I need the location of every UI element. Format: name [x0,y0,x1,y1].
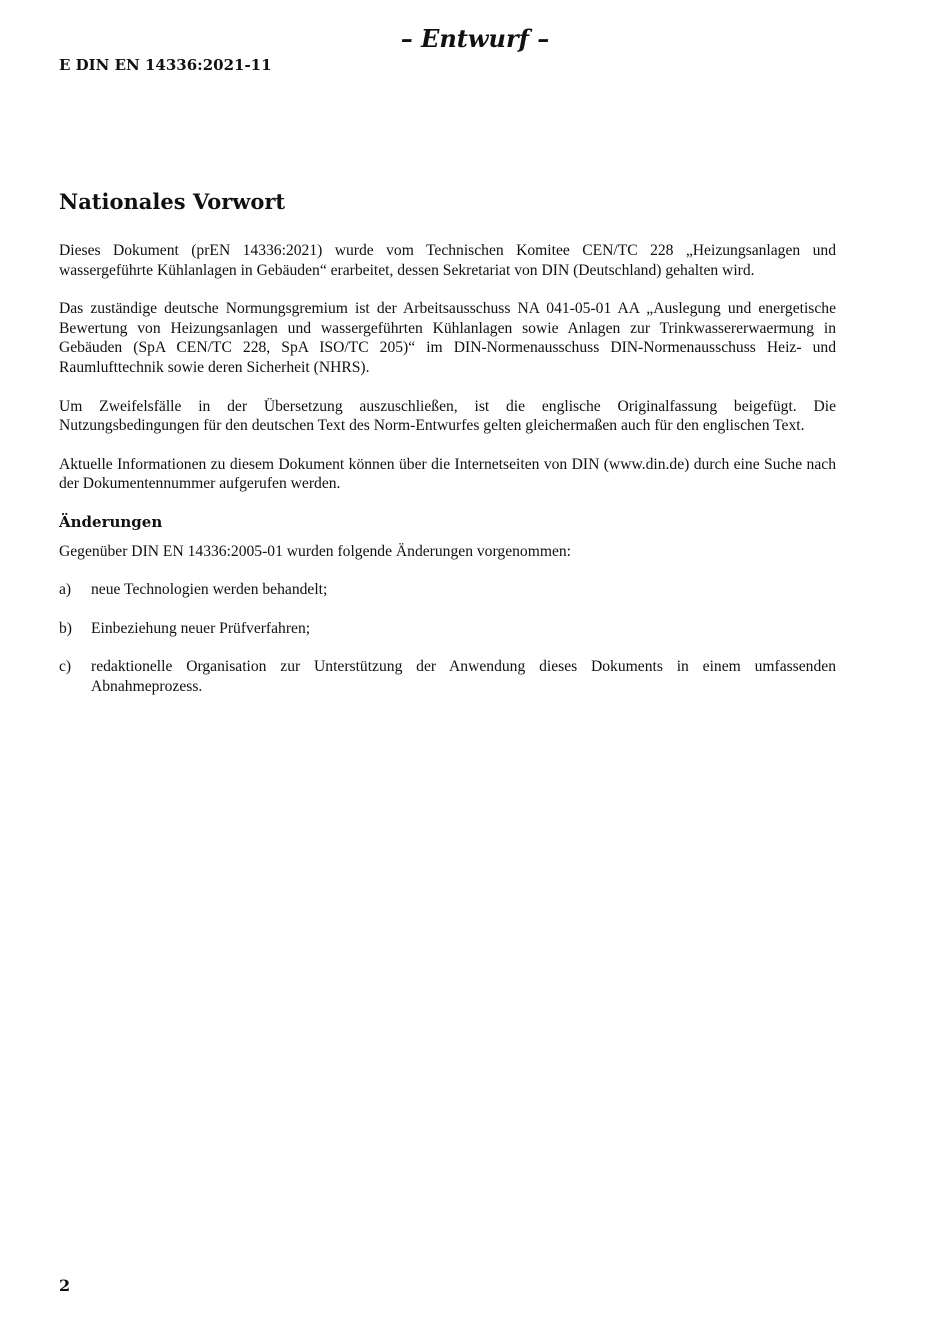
list-item-text: neue Technologien werden behandelt; [91,581,328,599]
main-content [59,188,836,716]
list-marker: a) [59,581,72,599]
list-item [59,619,836,639]
page-number: 2 [59,1276,71,1295]
list-item-text: redaktionelle Organisation zur Unterstützung der Anwendung dieses Dokuments in einem umfassenden Abnahmeprozess. [91,658,836,695]
list-item [59,657,836,696]
list-marker: c) [59,658,72,676]
document-id: E DIN EN 14336:2021-11 [59,56,272,74]
paragraph: Dieses Dokument (prEN 14336:2021) wurde vom Technischen Komitee CEN/TC 228 „Heizungsanlagen und wassergeführte Kühlanlagen in Gebäuden“ erarbeitet, dessen Sekretariat von DIN (Deutschland) gehalten wird. [59,242,836,279]
paragraph: Um Zweifelsfälle in der Übersetzung auszuschließen, ist die englische Originalfassung beigefügt. Die Nutzungsbedingungen für den deutschen Text des Norm-Entwurfes gelten gleichermaßen auch für den englischen Text. [59,397,836,435]
section-title: Nationales Vorwort [59,189,286,214]
changes-list [59,580,836,696]
changes-heading: Änderungen [59,512,163,531]
paragraph: Aktuelle Informationen zu diesem Dokument können über die Internetseiten von DIN (www.din.de) durch eine Suche nach der Dokumentennummer aufgerufen werden. [59,455,836,493]
list-marker: b) [59,619,72,637]
paragraph: Das zuständige deutsche Normungsgremium ist der Arbeitsausschuss NA 041-05-01 AA „Auslegung und energetische Bewertung von Heizungsanlagen und wassergeführten Kühlanlagen sowie Anlagen zur Trinkwassererwaermung in Gebäuden (SpA CEN/TC 228, SpA ISO/TC 205)“ im DIN-Normenausschuss DIN-Normenausschuss Heiz- und Raumlufttechnik sowie deren Sicherheit (NHRS). [59,300,836,376]
changes-intro: Gegenüber DIN EN 14336:2005-01 wurden folgende Änderungen vorgenommen: [59,542,572,560]
list-item [59,580,836,600]
list-item-text: Einbeziehung neuer Prüfverfahren; [91,619,311,637]
draft-mark: – Entwurf – [400,24,550,53]
